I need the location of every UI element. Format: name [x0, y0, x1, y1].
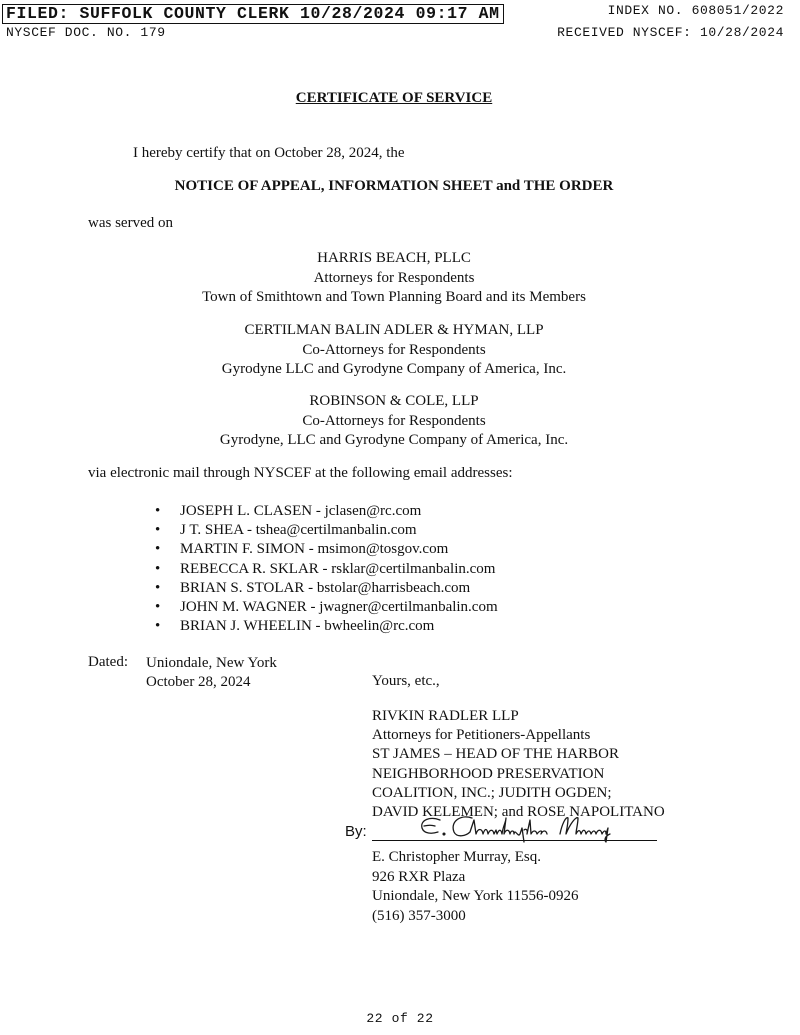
bullet-icon: • [155, 522, 161, 539]
party-clients: Town of Smithtown and Town Planning Board and its Members [202, 289, 586, 305]
document-title: CERTIFICATE OF SERVICE [295, 90, 493, 106]
dated-block [146, 654, 277, 692]
party-certilman [0, 321, 788, 380]
nyscef-doc-number: NYSCEF DOC. NO. 179 [6, 25, 166, 40]
list-item [155, 560, 498, 579]
list-item [155, 617, 498, 636]
certify-line: I hereby certify that on October 28, 2024, the [133, 145, 405, 161]
email-entry: BRIAN J. WHEELIN - bwheelin@rc.com [180, 618, 435, 635]
index-number: INDEX NO. 608051/2022 [607, 3, 784, 18]
party-name: HARRIS BEACH, PLLC [317, 250, 471, 266]
bullet-icon: • [155, 599, 161, 616]
list-item [155, 521, 498, 540]
party-clients: Gyrodyne, LLC and Gyrodyne Company of America, Inc. [219, 432, 569, 448]
dated-place: Uniondale, New York [146, 655, 277, 671]
bullet-icon: • [155, 560, 161, 577]
party-harris-beach [0, 249, 788, 308]
email-list [155, 502, 498, 636]
firm-line: NEIGHBORHOOD PRESERVATION [372, 765, 605, 782]
page-number: 22 of 22 [366, 1011, 434, 1026]
party-role: Attorneys for Respondents [313, 269, 475, 286]
email-entry: JOSEPH L. CLASEN - jclasen@rc.com [180, 503, 422, 519]
firm-block [372, 707, 665, 822]
firm-line: COALITION, INC.; JUDITH OGDEN; [372, 784, 612, 801]
signer-line: Uniondale, New York 11556-0926 [372, 888, 579, 904]
served-on-line: was served on [88, 215, 173, 231]
party-name: ROBINSON & COLE, LLP [309, 393, 479, 409]
by-label: By: [345, 823, 367, 840]
email-entry: MARTIN F. SIMON - msimon@tosgov.com [180, 541, 449, 558]
signer-line: E. Christopher Murray, Esq. [372, 849, 541, 865]
firm-line: DAVID KELEMEN; and ROSE NAPOLITANO [372, 804, 665, 821]
signer-line: 926 RXR Plaza [372, 868, 466, 885]
dated-label: Dated: [88, 654, 128, 670]
bullet-icon: • [155, 541, 161, 558]
list-item [155, 502, 498, 521]
served-documents: NOTICE OF APPEAL, INFORMATION SHEET and THE ORDER [174, 178, 614, 194]
party-role: Co-Attorneys for Respondents [302, 412, 486, 429]
bullet-icon: • [155, 579, 161, 596]
email-entry: JOHN M. WAGNER - jwagner@certilmanbalin.com [180, 599, 498, 616]
email-entry: REBECCA R. SKLAR - rsklar@certilmanbalin.com [180, 560, 496, 577]
party-name: CERTILMAN BALIN ADLER & HYMAN, LLP [244, 322, 544, 338]
filed-stamp: FILED: SUFFOLK COUNTY CLERK 10/28/2024 09:17 AM [2, 4, 504, 24]
firm-line: ST JAMES – HEAD OF THE HARBOR [372, 746, 619, 763]
via-email-line: via electronic mail through NYSCEF at the following email addresses: [88, 465, 513, 481]
firm-line: RIVKIN RADLER LLP [372, 708, 519, 724]
bullet-icon: • [155, 503, 161, 519]
party-role: Co-Attorneys for Respondents [302, 341, 486, 358]
dated-date: October 28, 2024 [146, 674, 251, 690]
party-robinson-cole [0, 392, 788, 451]
party-clients: Gyrodyne LLC and Gyrodyne Company of America, Inc. [221, 361, 567, 377]
list-item [155, 540, 498, 559]
signer-line: (516) 357-3000 [372, 907, 466, 924]
list-item [155, 579, 498, 598]
handwritten-signature [400, 812, 640, 844]
received-stamp: RECEIVED NYSCEF: 10/28/2024 [557, 25, 784, 40]
bullet-icon: • [155, 618, 161, 635]
list-item [155, 598, 498, 617]
firm-line: Attorneys for Petitioners-Appellants [372, 727, 591, 744]
closing-salutation: Yours, etc., [372, 673, 440, 689]
email-entry: BRIAN S. STOLAR - bstolar@harrisbeach.com [180, 579, 471, 596]
signer-block [372, 848, 579, 926]
email-entry: J T. SHEA - tshea@certilmanbalin.com [180, 522, 417, 539]
